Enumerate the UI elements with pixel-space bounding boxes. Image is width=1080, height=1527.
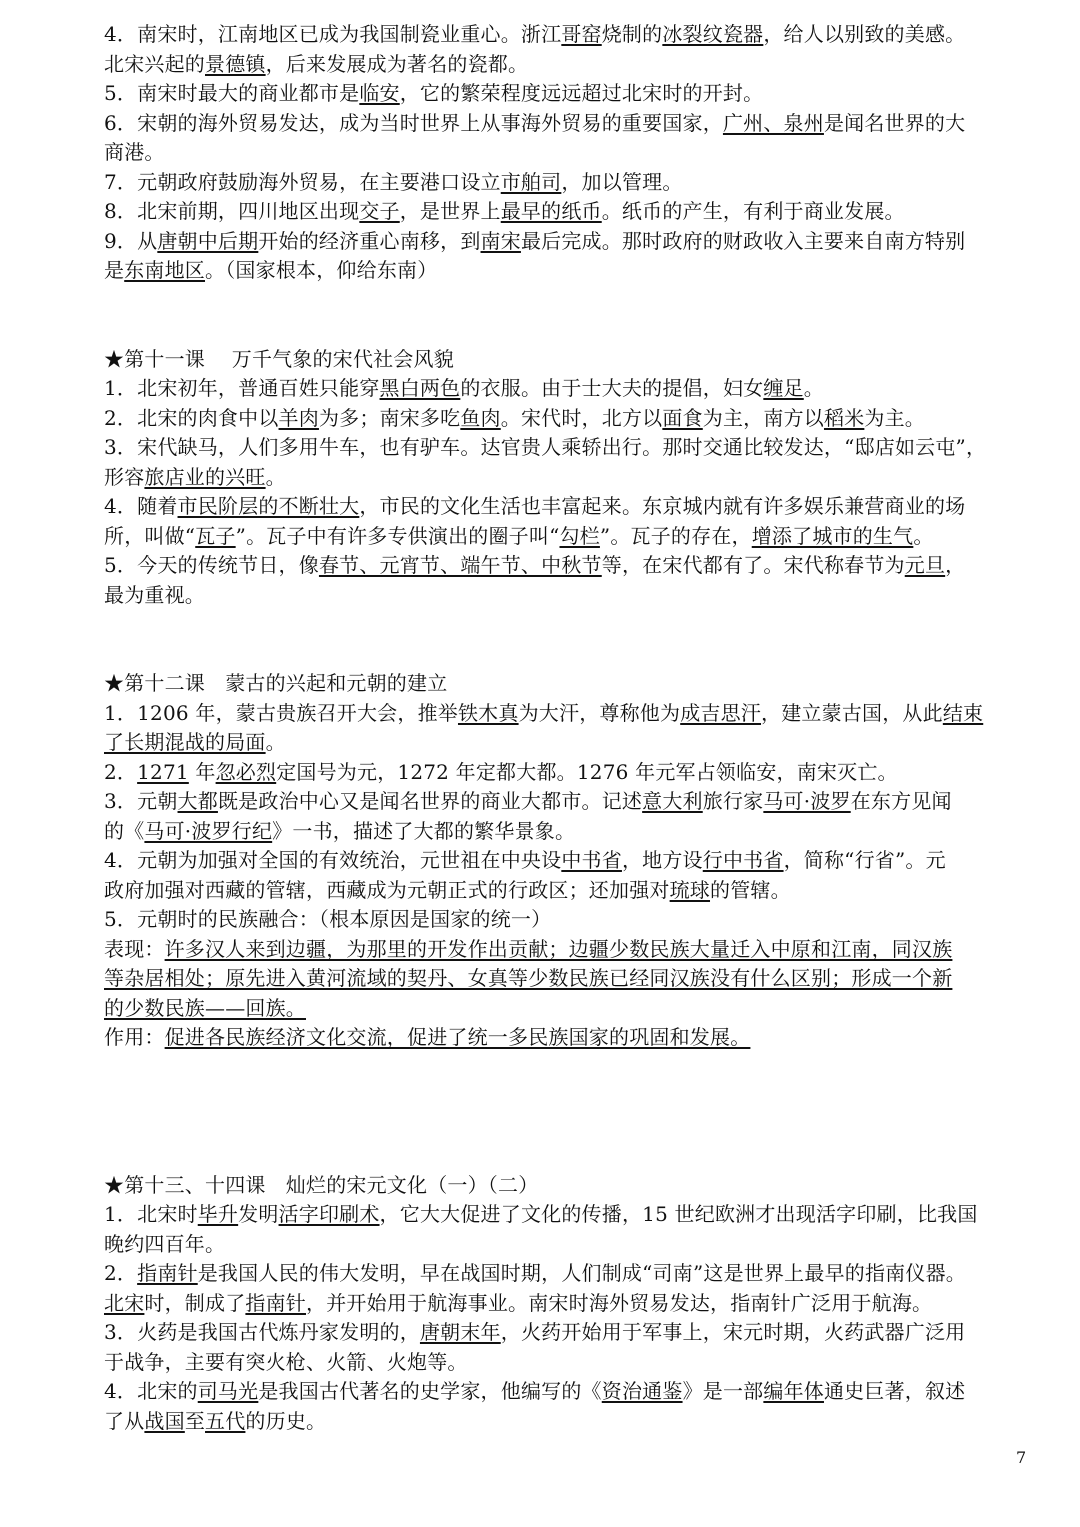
text-line: [104, 50, 1034, 80]
text-segment: 4．随着: [104, 494, 178, 518]
key-term: 促进各民族经济文化交流，促进了统一多民族国家的巩固和发展。: [164, 1025, 751, 1049]
text-line: [104, 817, 1034, 847]
key-term: 成吉思汗: [680, 700, 762, 725]
text-segment: ，是世界上: [399, 199, 501, 223]
text-segment: 烧制的: [601, 22, 663, 46]
key-term: 黑白两色: [379, 376, 461, 400]
key-term: 唐朝末年: [419, 1320, 501, 1344]
key-term: 最早的纸币: [500, 199, 602, 223]
text-segment: ★第十三、十四课 灿烂的宋元文化（一）（二）: [104, 1172, 539, 1197]
text-segment: 5．南宋时最大的商业都市是: [104, 81, 360, 105]
key-term: 战国: [144, 1408, 185, 1433]
text-line: [104, 935, 1034, 965]
text-segment: 2．北宋的肉食中以: [104, 405, 279, 430]
text-segment: 最后完成。那时政府的财政收入主要来自南方特别: [520, 228, 966, 253]
text-segment: 为多；南宋多吃: [318, 405, 461, 430]
text-segment: 2．: [104, 759, 138, 784]
text-segment: 定国号为元，1272 年定都大都。1276 年元军占领临安，南宋灭亡。: [276, 759, 898, 784]
text-line: [104, 787, 1034, 817]
text-line: [104, 404, 1034, 434]
text-segment: ，市民的文化生活也丰富起来。东京城内就有许多娱乐兼营商业的场: [359, 494, 966, 518]
text-segment: 3．火药是我国古代炼丹家发明的，: [104, 1320, 420, 1344]
text-segment: 8．北宋前期，四川地区出现: [104, 199, 360, 223]
key-term: 行中书省: [702, 848, 784, 872]
text-segment: 3．元朝: [104, 789, 178, 813]
key-term: 广州、泉州: [722, 110, 824, 135]
text-segment: 是闻名世界的大: [823, 110, 966, 135]
text-segment: 3．宋代缺马，人们多用牛车，也有驴车。达官贵人乘轿出行。那时交通比较发达，“邸店如云屯”，: [104, 435, 987, 459]
text-line: [104, 1318, 1034, 1348]
text-segment: 是: [104, 258, 125, 282]
text-segment: 在东方见闻: [850, 789, 952, 813]
text-segment: ，: [945, 553, 966, 577]
document-body: [104, 20, 1034, 1436]
text-segment: 时，制成了: [144, 1290, 246, 1315]
text-segment: 的历史。: [245, 1408, 327, 1433]
text-segment: 5．元朝时的民族融合：（根本原因是国家的统一）: [104, 907, 552, 931]
text-segment: 4．元朝为加强对全国的有效统治，元世祖在中央设: [104, 848, 562, 872]
text-line: [104, 1377, 1034, 1407]
text-line: [104, 492, 1034, 522]
text-segment: 开始的经济重心南移，到: [258, 228, 481, 253]
text-line: [104, 1289, 1034, 1319]
text-segment: 于战争，主要有突火枪、火箭、火炮等。: [104, 1349, 468, 1374]
text-segment: 至: [184, 1408, 206, 1433]
text-line: [104, 581, 1034, 611]
key-term: 冰裂纹瓷器: [662, 22, 764, 46]
text-segment: 。宋代时，北方以: [500, 405, 663, 430]
text-segment: 通史巨著，叙述: [823, 1379, 966, 1403]
key-term: 等杂居相处；原先进入黄河流域的契丹、女真等少数民族已经同汉族没有什么区别；形成一个新: [104, 966, 953, 990]
section-gap: [104, 610, 1034, 669]
text-line: [104, 433, 1034, 463]
key-term: 大都: [177, 789, 218, 813]
text-segment: 表现：: [104, 936, 165, 961]
text-line: [104, 1259, 1034, 1289]
text-segment: ”。瓦子的存在，: [599, 523, 752, 548]
text-segment: 。: [265, 464, 286, 489]
text-segment: 为主，南方以: [702, 405, 824, 430]
key-term: 活字印刷术: [278, 1202, 380, 1226]
text-segment: 了从: [104, 1408, 145, 1433]
text-segment: 既是政治中心又是闻名世界的商业大都市。记述: [217, 789, 643, 813]
key-term: 瓦子: [195, 523, 236, 548]
key-term: 司马光: [197, 1379, 259, 1403]
key-term: 元旦: [904, 553, 946, 577]
text-segment: 商港。: [104, 140, 165, 164]
text-line: [104, 463, 1034, 493]
text-segment: 为大汗，尊称他为: [518, 700, 681, 725]
key-term: 了长期混战的局面: [104, 730, 266, 754]
text-line: [104, 758, 1034, 788]
text-segment: 的衣服。由于士大夫的提倡，妇女: [460, 376, 764, 400]
text-segment: 1．北宋时: [104, 1202, 198, 1226]
key-term: 的少数民族——回族。: [104, 995, 306, 1020]
key-term: 鱼肉: [460, 405, 501, 430]
text-segment: 。: [913, 523, 934, 548]
text-line: [104, 1023, 1034, 1053]
text-line: [104, 846, 1034, 876]
key-term: 东南地区: [124, 258, 206, 282]
key-term: 勾栏: [559, 523, 600, 548]
text-segment: 是我国古代著名的史学家，他编写的《: [258, 1379, 602, 1403]
text-line: [104, 551, 1034, 581]
text-segment: ，建立蒙古国，从此: [761, 700, 943, 725]
key-term: 指南针: [137, 1261, 198, 1285]
text-segment: 年: [188, 759, 216, 784]
text-segment: ，并开始用于航海事业。南宋时海外贸易发达，指南针广泛用于航海。: [306, 1290, 933, 1315]
key-term: 临安: [359, 81, 400, 105]
text-segment: 是我国人民的伟大发明，早在战国时期，人们制成“司南”这是世界上最早的指南仪器。: [197, 1261, 966, 1285]
text-segment: ，它大大促进了文化的传播，15 世纪欧洲才出现活字印刷，比我国: [379, 1202, 978, 1226]
key-term: 马可·波罗行纪: [144, 818, 273, 843]
text-line: [104, 876, 1034, 906]
text-line: [104, 227, 1034, 257]
key-term: 忽必烈: [215, 759, 277, 784]
text-segment: 2．: [104, 1261, 138, 1285]
text-segment: 发明: [238, 1202, 279, 1226]
text-line: [104, 1200, 1034, 1230]
key-term: 面食: [662, 405, 703, 430]
text-segment: ，给人以别致的美感。: [763, 22, 966, 46]
key-term: 交子: [359, 199, 400, 223]
key-term: 景德镇: [205, 51, 266, 76]
text-line: [104, 728, 1034, 758]
text-segment: 。纸币的产生，有利于商业发展。: [601, 199, 905, 223]
key-term: 马可·波罗: [763, 789, 851, 813]
key-term: 意大利: [642, 789, 703, 813]
key-term: 五代: [205, 1408, 246, 1433]
text-segment: 1．1206 年，蒙古贵族召开大会，推举: [104, 700, 458, 725]
text-segment: 最为重视。: [104, 582, 205, 607]
text-segment: ★第十二课 蒙古的兴起和元朝的建立: [104, 671, 448, 695]
text-segment: 旅行家: [702, 789, 764, 813]
text-segment: 为主。: [864, 405, 925, 430]
text-segment: ，后来发展成为著名的瓷都。: [265, 51, 529, 76]
text-line: [104, 1407, 1034, 1437]
key-term: 中书省: [561, 848, 622, 872]
text-segment: 政府加强对西藏的管辖，西藏成为元朝正式的行政区；还加强对: [104, 877, 670, 902]
key-term: 羊肉: [278, 405, 319, 430]
text-segment: ”。瓦子中有许多专供演出的圈子叫“: [235, 523, 560, 548]
key-term: 毕升: [197, 1202, 239, 1226]
key-term: 市民阶层的不断壮大: [177, 494, 360, 518]
text-segment: 。: [265, 730, 286, 754]
text-segment: 》一书，描述了大都的繁华景象。: [272, 818, 576, 843]
text-segment: 6．宋朝的海外贸易发达，成为当时世界上从事海外贸易的重要国家，: [104, 110, 723, 135]
text-segment: 4．南宋时，江南地区已成为我国制瓷业重心。浙江: [104, 22, 562, 46]
text-segment: 9．从: [104, 228, 158, 253]
text-line: [104, 197, 1034, 227]
lesson-heading: [104, 669, 1034, 699]
text-segment: 。: [803, 376, 824, 400]
text-line: [104, 964, 1034, 994]
text-segment: ，简称“行省”。元: [783, 848, 946, 872]
lesson-heading: [104, 1171, 1034, 1201]
key-term: 琉球: [669, 877, 711, 902]
lesson-heading: [104, 345, 1034, 375]
text-line: [104, 109, 1034, 139]
key-term: 哥窑: [561, 22, 602, 46]
key-term: 指南针: [245, 1290, 307, 1315]
page-number: 7: [1016, 1448, 1027, 1467]
text-segment: 作用：: [104, 1025, 165, 1049]
text-segment: 4．北宋的: [104, 1379, 198, 1403]
text-line: [104, 256, 1034, 286]
key-term: 稻米: [823, 405, 865, 430]
text-segment: ★第十一课 万千气象的宋代社会风貌: [104, 346, 454, 371]
text-segment: 的管辖。: [710, 877, 791, 902]
text-segment: 1．北宋初年，普通百姓只能穿: [104, 376, 380, 400]
text-segment: 晚约四百年。: [104, 1231, 226, 1256]
key-term: 市舶司: [500, 169, 562, 194]
key-term: 唐朝中后期: [157, 228, 259, 253]
key-term: 增添了城市的生气: [751, 523, 914, 548]
key-term: 春节、元宵节、端午节、中秋节: [318, 553, 602, 577]
text-segment: 所，叫做“: [104, 523, 196, 548]
text-segment: ，火药开始用于军事上，宋元时期，火药武器广泛用: [500, 1320, 966, 1344]
text-segment: 的《: [104, 818, 145, 843]
text-line: [104, 374, 1034, 404]
text-line: [104, 79, 1034, 109]
text-line: [104, 522, 1034, 552]
key-term: 铁木真: [457, 700, 519, 725]
key-term: 北宋: [104, 1290, 145, 1315]
text-line: [104, 20, 1034, 50]
key-term: 缠足: [763, 376, 804, 400]
key-term: 结束: [942, 700, 984, 725]
section-gap: [104, 286, 1034, 345]
text-line: [104, 138, 1034, 168]
key-term: 南宋: [480, 228, 521, 253]
key-term: 许多汉人来到边疆，为那里的开发作出贡献；边疆少数民族大量迁入中原和江南，同汉族: [164, 936, 953, 961]
text-segment: 》是一部: [682, 1379, 764, 1403]
text-segment: 北宋兴起的: [104, 51, 205, 76]
text-segment: ，加以管理。: [561, 169, 683, 194]
key-term: 编年体: [763, 1379, 824, 1403]
text-segment: 。（国家根本，仰给东南）: [205, 258, 438, 282]
key-term: 1271: [137, 759, 189, 784]
key-term: 资治通鉴: [601, 1379, 683, 1403]
text-line: [104, 994, 1034, 1024]
text-line: [104, 168, 1034, 198]
text-segment: ，地方设: [621, 848, 703, 872]
text-segment: ，它的繁荣程度远远超过北宋时的开封。: [399, 81, 764, 105]
key-term: 旅店业的兴旺: [144, 464, 266, 489]
text-segment: 形容: [104, 464, 145, 489]
text-line: [104, 1230, 1034, 1260]
text-line: [104, 699, 1034, 729]
section-gap: [104, 1053, 1034, 1171]
text-line: [104, 905, 1034, 935]
text-segment: 5．今天的传统节日，像: [104, 553, 319, 577]
text-segment: 等，在宋代都有了。宋代称春节为: [601, 553, 905, 577]
text-line: [104, 1348, 1034, 1378]
text-segment: 7．元朝政府鼓励海外贸易，在主要港口设立: [104, 169, 501, 194]
